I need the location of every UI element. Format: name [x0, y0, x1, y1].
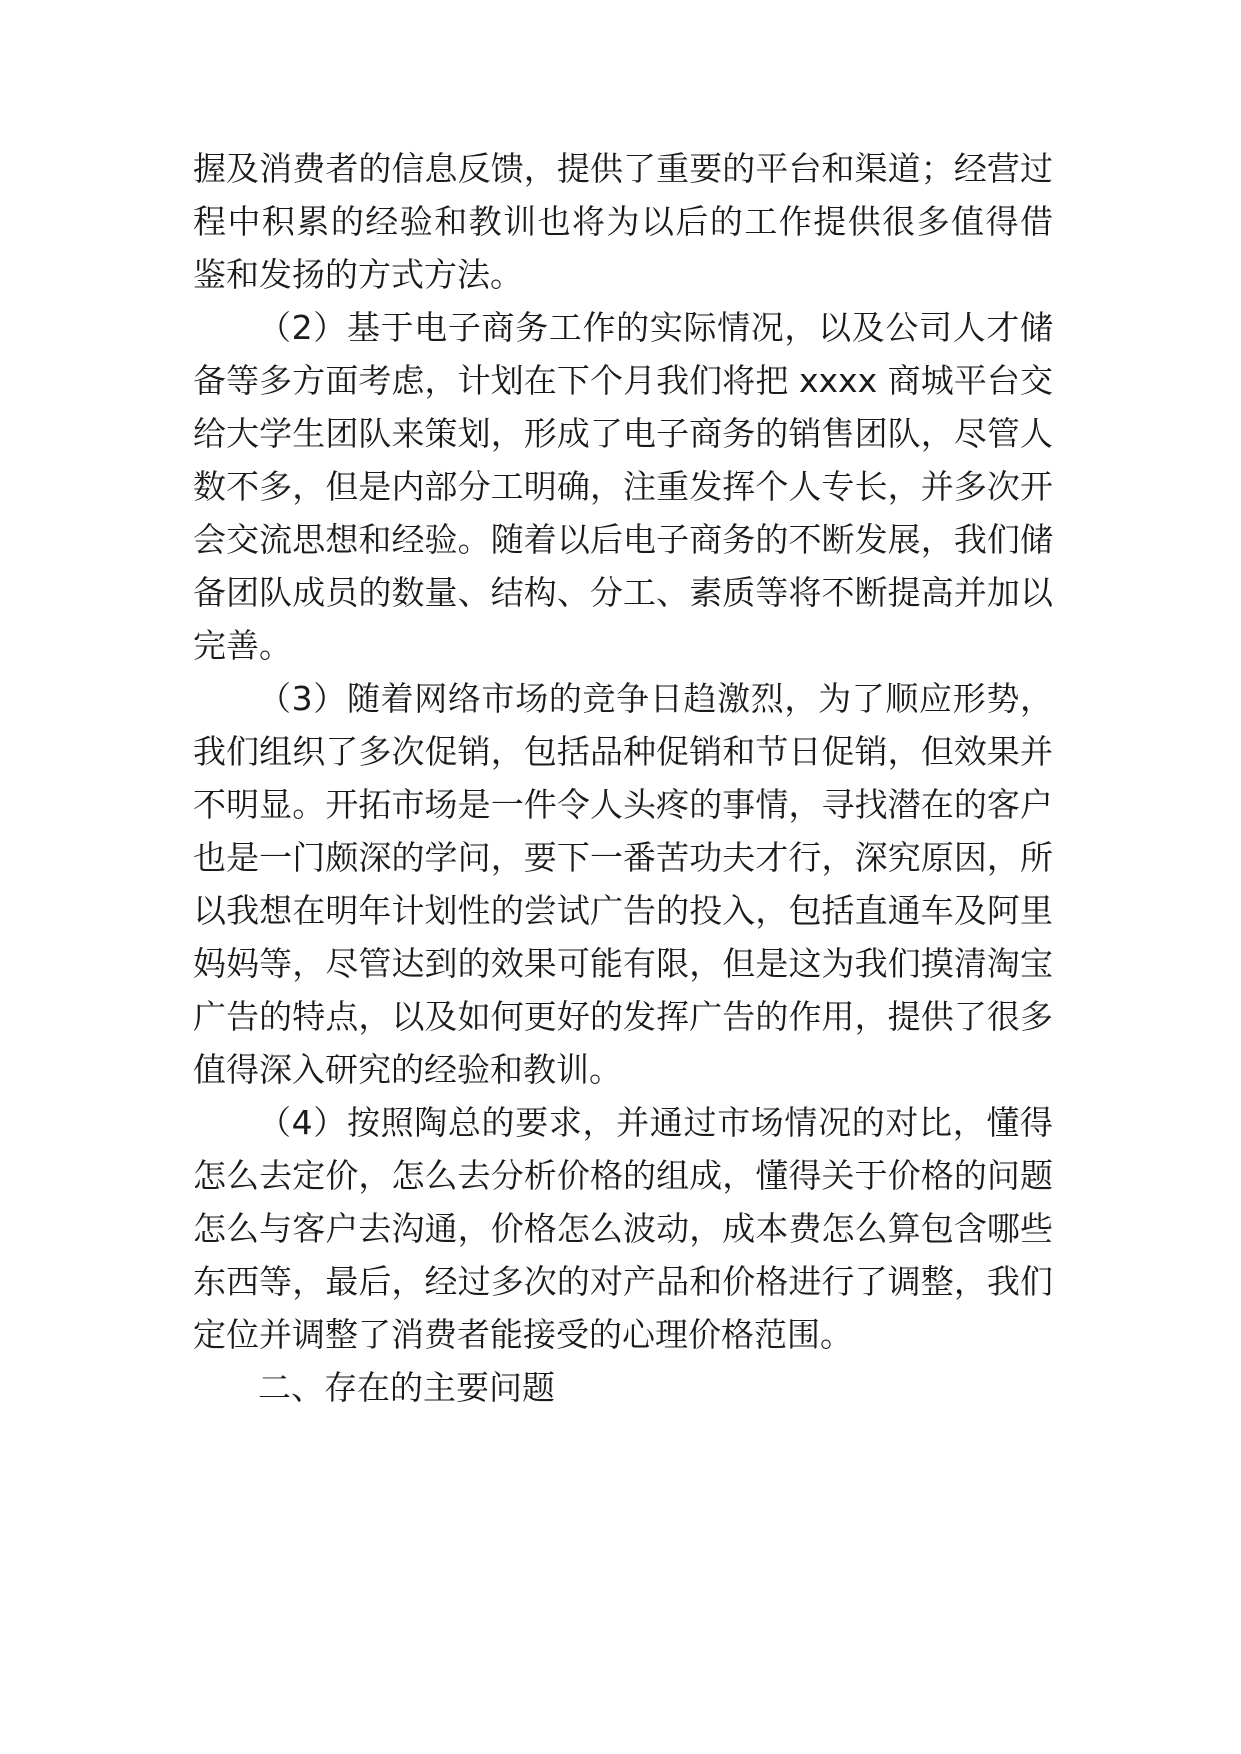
text-line: 怎么去定价，怎么去分析价格的组成，懂得关于价格的问题	[193, 1156, 1053, 1195]
text-line: （3）随着网络市场的竞争日趋激烈，为了顺应形势，	[258, 679, 1053, 718]
text-line: （4）按照陶总的要求，并通过市场情况的对比，懂得	[258, 1103, 1053, 1142]
text-line: 备等多方面考虑，计划在下个月我们将把 xxxx 商城平台交	[193, 361, 1053, 400]
text-line: （2）基于电子商务工作的实际情况，以及公司人才储	[258, 308, 1053, 347]
text-line: 备团队成员的数量、结构、分工、素质等将不断提高并加以	[193, 573, 1053, 612]
text-line: 握及消费者的信息反馈，提供了重要的平台和渠道；经营过	[193, 149, 1053, 188]
text-line: 程中积累的经验和教训也将为以后的工作提供很多值得借	[193, 202, 1053, 241]
text-line: 完善。	[193, 626, 292, 665]
text-line: 数不多，但是内部分工明确，注重发挥个人专长，并多次开	[193, 467, 1053, 506]
text-line: 定位并调整了消费者能接受的心理价格范围。	[193, 1315, 853, 1354]
text-line: 妈妈等，尽管达到的效果可能有限，但是这为我们摸清淘宝	[193, 944, 1053, 983]
section-heading: 二、存在的主要问题	[258, 1368, 555, 1407]
text-line: 不明显。开拓市场是一件令人头疼的事情，寻找潜在的客户	[193, 785, 1053, 824]
text-line: 广告的特点，以及如何更好的发挥广告的作用，提供了很多	[193, 997, 1053, 1036]
text-line: 怎么与客户去沟通，价格怎么波动，成本费怎么算包含哪些	[193, 1209, 1053, 1248]
text-line: 值得深入研究的经验和教训。	[193, 1050, 622, 1089]
text-line: 我们组织了多次促销，包括品种促销和节日促销，但效果并	[193, 732, 1053, 771]
text-line: 给大学生团队来策划，形成了电子商务的销售团队，尽管人	[193, 414, 1053, 453]
text-line: 会交流思想和经验。随着以后电子商务的不断发展，我们储	[193, 520, 1053, 559]
text-line: 鉴和发扬的方式方法。	[193, 255, 523, 294]
text-line: 也是一门颇深的学问，要下一番苦功夫才行，深究原因，所	[193, 838, 1053, 877]
text-line: 东西等，最后，经过多次的对产品和价格进行了调整，我们	[193, 1262, 1053, 1301]
text-line: 以我想在明年计划性的尝试广告的投入，包括直通车及阿里	[193, 891, 1053, 930]
